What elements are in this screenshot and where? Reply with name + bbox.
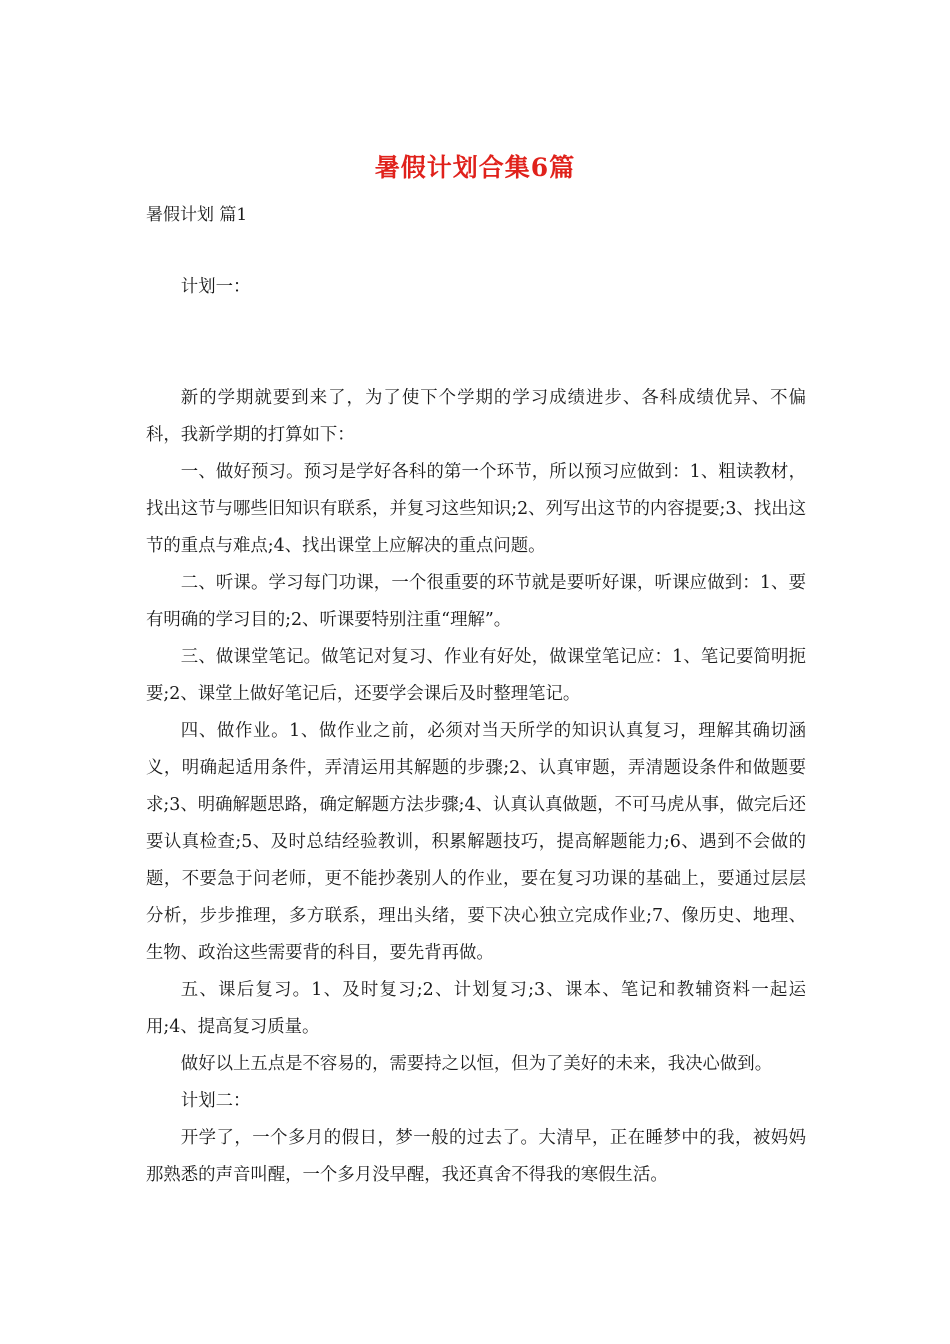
plan-one-label: 计划一： [180, 277, 251, 297]
paragraph: 三、做课堂笔记。做笔记对复习、作业有好处，做课堂笔记应：1、笔记要简明扼要;2、课堂上做好笔记后，还要学会课后及时整理笔记。 [146, 647, 806, 704]
paragraph: 新的学期就要到来了，为了使下个学期的学习成绩进步、各科成绩优异、不偏科，我新学期的打算如下： [146, 388, 806, 445]
paragraph: 五、课后复习。1、及时复习;2、计划复习;3、课本、笔记和教辅资料一起运用;4、提高复习质量。 [146, 980, 806, 1037]
paragraph: 四、做作业。1、做作业之前，必须对当天所学的知识认真复习，理解其确切涵义，明确起适用条件，弄清运用其解题的步骤;2、认真审题，弄清题设条件和做题要求;3、明确解题思路，确定解题方法步骤;4、认真认真做题，不可马虎从事，做完后还要认真检查;5、及时总结经验教训，积累解题技巧，提高解题能力;6、遇到不会做的题，不要急于问老师，更不能抄袭别人的作业，要在复习功课的基础上，要通过层层分析，步步推理，多方联系，理出头绪，要下决心独立完成作业;7、像历史、地理、生物、政治这些需要背的科目，要先背再做。 [146, 721, 806, 963]
paragraph: 一、做好预习。预习是学好各科的第一个环节，所以预习应做到：1、粗读教材，找出这节与哪些旧知识有联系，并复习这些知识;2、列写出这节的内容提要;3、找出这节的重点与难点;4、找出课堂上应解决的重点问题。 [146, 462, 806, 556]
document-body [146, 232, 806, 1194]
paragraph: 二、听课。学习每门功课，一个很重要的环节就是要听好课，听课应做到：1、要有明确的学习目的;2、听课要特别注重“理解”。 [146, 573, 806, 630]
section-heading: 暑假计划 篇1 [146, 205, 248, 225]
plan-two-label: 计划二： [180, 1091, 251, 1111]
document-title: 暑假计划合集6篇 [374, 153, 576, 182]
paragraph: 做好以上五点是不容易的，需要持之以恒，但为了美好的未来，我决心做到。 [180, 1054, 773, 1074]
paragraph: 开学了，一个多月的假日，梦一般的过去了。大清早，正在睡梦中的我，被妈妈那熟悉的声音叫醒，一个多月没早醒，我还真舍不得我的寒假生活。 [146, 1128, 806, 1185]
